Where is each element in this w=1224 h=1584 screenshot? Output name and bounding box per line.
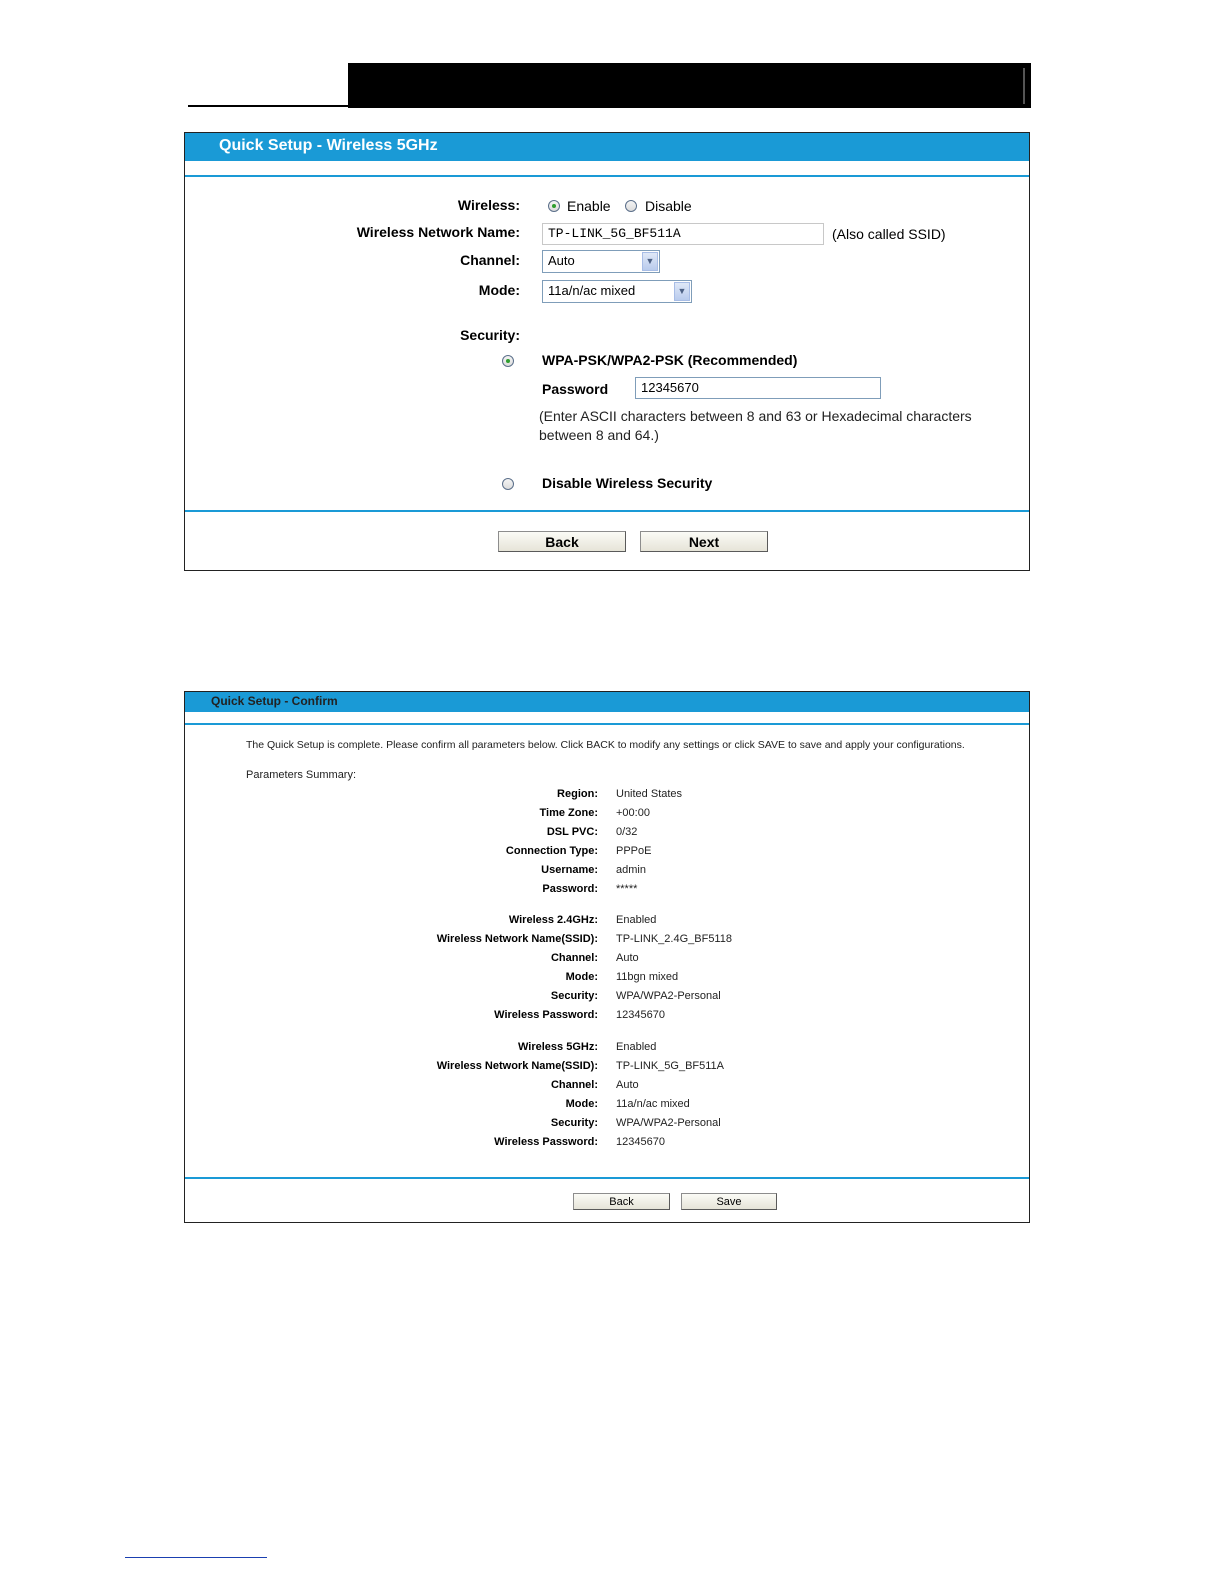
summary-value: Auto	[616, 952, 639, 964]
mode-select[interactable]	[542, 280, 692, 303]
panel-title-bar	[185, 692, 1029, 712]
summary-label: DSL PVC:	[546, 826, 598, 838]
summary-label: Security:	[550, 990, 598, 1002]
panel-title: Quick Setup - Wireless 5GHz	[219, 137, 438, 154]
summary-value: PPPoE	[616, 845, 652, 857]
summary-label: Channel:	[550, 952, 598, 964]
summary-label: Wireless Password:	[494, 1009, 598, 1021]
summary-label: Security:	[550, 1117, 598, 1129]
wireless-disable-radio[interactable]	[625, 200, 637, 212]
wpa-psk-radio[interactable]	[502, 355, 514, 367]
summary-value: 12345670	[616, 1009, 665, 1021]
summary-value: TP-LINK_2.4G_BF5118	[616, 933, 732, 945]
summary-value: +00:00	[616, 807, 650, 819]
panel-title: Quick Setup - Confirm	[211, 694, 338, 708]
footer-link-rule	[125, 1557, 267, 1558]
summary-value: TP-LINK_5G_BF511A	[616, 1060, 725, 1072]
next-button[interactable]: Next	[640, 531, 768, 552]
password-hint-line2: between 8 and 64.)	[539, 427, 659, 443]
summary-value: 0/32	[616, 826, 638, 838]
password-hint-line1: (Enter ASCII characters between 8 and 63 or Hexadecimal characters	[539, 408, 972, 424]
channel-label: Channel:	[460, 252, 520, 268]
divider	[185, 510, 1029, 512]
summary-label: Wireless 2.4GHz:	[508, 914, 598, 926]
page-header-edge	[1023, 68, 1025, 104]
chevron-down-icon: ▼	[642, 252, 658, 271]
summary-value: 11a/n/ac mixed	[616, 1098, 690, 1110]
divider	[185, 723, 1029, 725]
summary-label: Region:	[557, 788, 598, 800]
wireless-5ghz-panel	[184, 132, 1030, 571]
wireless-disable-label: Disable	[645, 198, 692, 214]
disable-security-radio[interactable]	[502, 478, 514, 490]
summary-heading: Parameters Summary:	[246, 769, 357, 781]
ssid-label: Wireless Network Name:	[356, 224, 520, 240]
summary-value: WPA/WPA2-Personal	[616, 990, 721, 1002]
wireless-enable-radio[interactable]	[548, 200, 560, 212]
mode-value: 11a/n/ac mixed	[548, 283, 636, 298]
summary-label: Username:	[541, 864, 598, 876]
page-header-rule	[188, 105, 348, 107]
summary-value: WPA/WPA2-Personal	[616, 1117, 721, 1129]
summary-label: Wireless 5GHz:	[518, 1041, 598, 1053]
password-input[interactable]: 12345670	[635, 377, 881, 399]
page-header-bar	[348, 63, 1031, 108]
summary-label: Mode:	[565, 971, 598, 983]
wireless-enable-label: Enable	[567, 198, 611, 214]
summary-value: admin	[616, 864, 646, 876]
summary-value: Auto	[616, 1079, 639, 1091]
confirm-intro: The Quick Setup is complete. Please confirm all parameters below. Click BACK to modify any settings or click SAVE to save and apply your configurations.	[246, 739, 965, 751]
summary-label: Wireless Network Name(SSID):	[436, 933, 598, 945]
back-button[interactable]: Back	[573, 1193, 670, 1210]
summary-label: Time Zone:	[539, 807, 598, 819]
summary-value: 11bgn mixed	[616, 971, 679, 983]
summary-value: *****	[616, 883, 638, 895]
wpa-psk-label: WPA-PSK/WPA2-PSK (Recommended)	[542, 352, 798, 368]
chevron-down-icon: ▼	[674, 282, 690, 301]
summary-label: Wireless Password:	[494, 1136, 598, 1148]
wireless-label: Wireless:	[457, 197, 520, 213]
confirm-panel	[184, 691, 1030, 1223]
summary-label: Mode:	[565, 1098, 598, 1110]
summary-label: Wireless Network Name(SSID):	[436, 1060, 598, 1072]
summary-label: Channel:	[550, 1079, 598, 1091]
summary-value: Enabled	[616, 914, 657, 926]
channel-value: Auto	[548, 253, 575, 268]
summary-value: Enabled	[616, 1041, 657, 1053]
save-button[interactable]: Save	[681, 1193, 777, 1210]
divider	[185, 175, 1029, 177]
password-label: Password	[542, 381, 609, 397]
summary-value: United States	[616, 788, 683, 800]
back-button[interactable]: Back	[498, 531, 626, 552]
divider	[185, 1177, 1029, 1179]
security-label: Security:	[460, 327, 520, 343]
summary-label: Password:	[542, 883, 598, 895]
mode-label: Mode:	[478, 282, 520, 298]
disable-security-label: Disable Wireless Security	[542, 475, 713, 491]
channel-select[interactable]	[542, 250, 660, 273]
summary-value: 12345670	[616, 1136, 665, 1148]
summary-label: Connection Type:	[505, 845, 598, 857]
ssid-note: (Also called SSID)	[832, 226, 946, 242]
panel-title-bar	[185, 133, 1029, 161]
ssid-input[interactable]: TP-LINK_5G_BF511A	[542, 223, 824, 245]
